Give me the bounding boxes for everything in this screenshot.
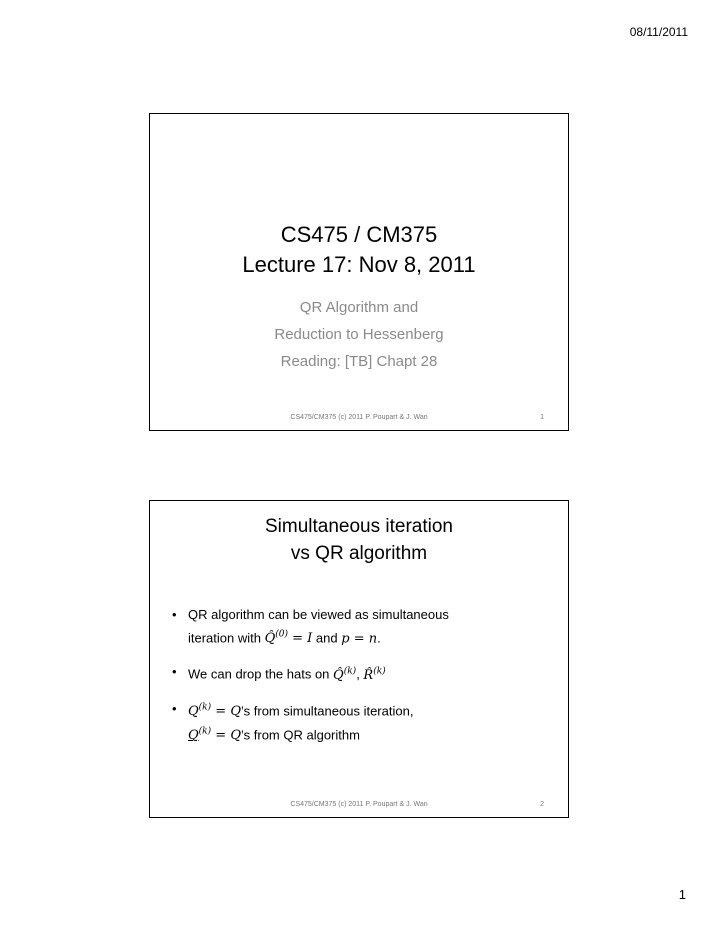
slide-1: [149, 113, 569, 431]
slide-1-subtitle-line-3: Reading: [TB] Chapt 28: [280, 353, 438, 370]
equals-q-2: = Q: [211, 728, 241, 744]
slide-1-title-line-2: Lecture 17: Nov 8, 2011: [242, 252, 476, 277]
r-hat-k-base: R̂: [363, 667, 374, 683]
underlined-q-k-symbol: [188, 728, 241, 743]
bullet-3-line-2: [188, 722, 550, 746]
slide-2-title: [150, 513, 568, 567]
q-k-symbol: [188, 704, 241, 719]
underlined-q-k-base: Q: [188, 728, 199, 744]
slide-2-number: 2: [540, 801, 544, 808]
bullet-1-and: and: [312, 630, 342, 646]
bullet-1-line-1: • QR algorithm can be viewed as simultaneous: [188, 607, 449, 622]
r-hat-k-superscript: (k): [373, 666, 386, 677]
p-equals-n: p = n: [341, 631, 378, 647]
bullet-2-separator: ,: [356, 666, 364, 682]
q-hat-k-symbol: [333, 668, 356, 683]
bullet-item-1: [172, 604, 550, 649]
q-hat-symbol: Q̂: [264, 631, 276, 647]
slide-1-number: 1: [540, 414, 544, 421]
handout-page-number: 1: [678, 887, 686, 902]
q-hat-0-symbol: [265, 631, 313, 646]
slide-2-bullet-list: [172, 604, 550, 758]
q-k-base: Q: [188, 703, 199, 719]
slide-1-subtitle-line-2: Reduction to Hessenberg: [274, 326, 444, 343]
underlined-q-k-superscript: (k): [198, 726, 212, 737]
slide-2-title-line-2: vs QR algorithm: [290, 543, 428, 564]
bullet-1-text-prefix: iteration with: [188, 630, 265, 646]
bullet-1-line-2: [188, 625, 550, 649]
equals-q: = Q: [211, 703, 241, 719]
bullet-item-3: [172, 698, 550, 747]
equals-identity: = I: [288, 631, 313, 647]
bullet-2-text: We can drop the hats on: [188, 666, 334, 682]
q-k-superscript: (k): [198, 702, 212, 713]
bullet-3-line-1: [188, 698, 550, 722]
slide-2-footer: CS475/CM375 (c) 2011 P. Poupart & J. Wan: [290, 801, 428, 808]
handout-date: 08/11/2011: [629, 25, 688, 39]
bullet-item-2: [172, 661, 550, 685]
slide-1-title-line-1: CS475 / CM375: [280, 222, 438, 247]
slide-2: [149, 500, 569, 818]
slide-1-subtitle: [150, 294, 568, 375]
q-hat-k-superscript: (k): [343, 666, 357, 677]
bullet-1-period: .: [377, 630, 381, 646]
slide-1-subtitle-line-1: QR Algorithm and: [299, 299, 419, 316]
slide-2-title-line-1: Simultaneous iteration: [265, 516, 453, 537]
q-hat-0-superscript: (0): [275, 630, 289, 640]
bullet-3-line-2-text: ’s from QR algorithm: [240, 727, 360, 743]
slide-1-title: [150, 220, 568, 280]
bullet-3-line-1-text: ’s from simultaneous iteration,: [240, 702, 414, 718]
q-hat-k-base: Q̂: [333, 667, 344, 683]
r-hat-k-symbol: [363, 668, 385, 683]
slide-1-footer: CS475/CM375 (c) 2011 P. Poupart & J. Wan: [290, 414, 428, 421]
